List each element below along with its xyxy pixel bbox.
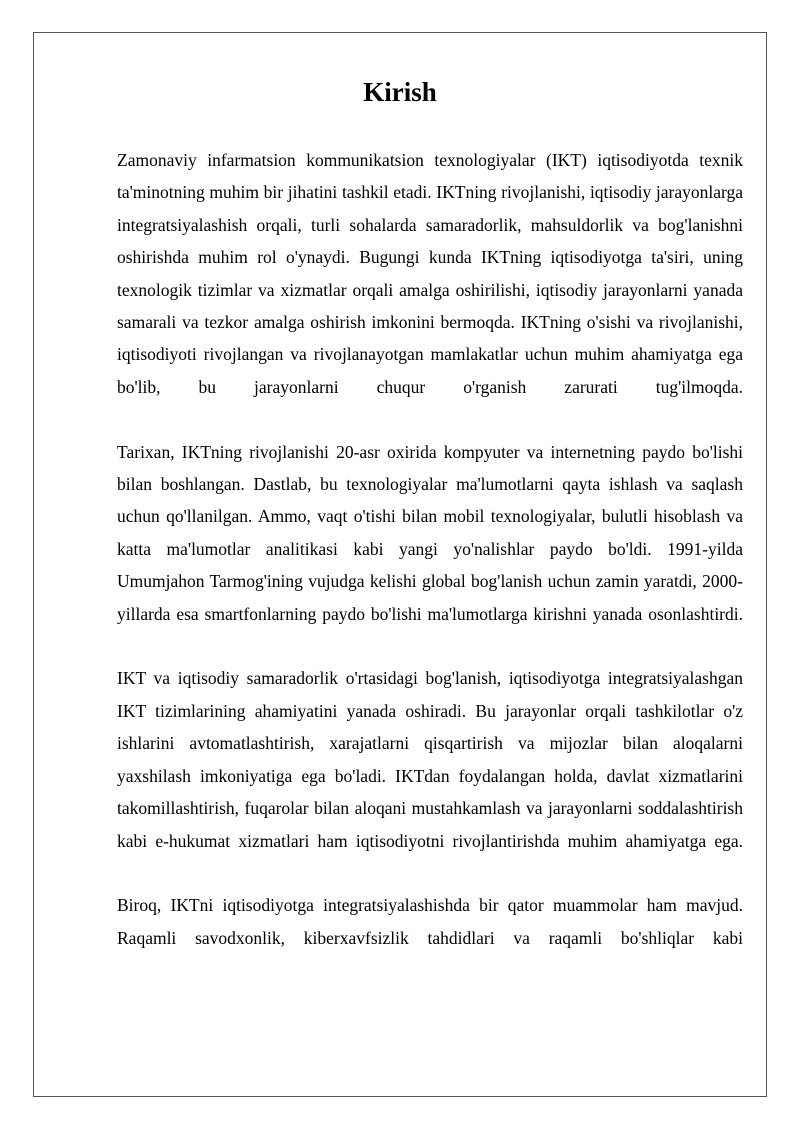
document-body — [117, 144, 743, 954]
paragraph-efficiency: IKT va iqtisodiy samaradorlik o'rtasidagi bog'lanish, iqtisodiyotga integratsiyalashgan IKT tizimlarining ahamiyatini yanada oshiradi. Bu jarayonlar orqali tashkilotlar o'z ishlarini avtomatlashtirish, xarajatlarni qisqartirish va mijozlar bilan aloqalarni yaxshilash imkoniyatiga ega bo'ladi. IKTdan foydalangan holda, davlat xizmatlarini takomillashtirish, fuqarolar bilan aloqani mustahkamlash va jarayonlarni soddalashtirish kabi e-hukumat xizmatlari ham iqtisodiyotni rivojlantirishda muhim ahamiyatga ega. — [117, 668, 743, 851]
page-title: Kirish — [363, 77, 437, 107]
paragraph-introduction: Zamonaviy infarmatsion kommunikatsion texnologiyalar (IKT) iqtisodiyotda texnik ta'minotning muhim bir jihatini tashkil etadi. IKTning rivojlanishi, iqtisodiy jarayonlarga integratsiyalashish orqali, turli sohalarda samaradorlik, mahsuldorlik va bog'lanishni oshirishda muhim rol o'ynaydi. Bugungi kunda IKTning iqtisodiyotga ta'siri, uning texnologik tizimlar va xizmatlar orqali amalga oshirilishi, iqtisodiy jarayonlarni yanada samarali va tezkor amalga oshirish imkonini bermoqda. IKTning o'sishi va rivojlanishi, iqtisodiyoti rivojlangan va rivojlanayotgan mamlakatlar uchun muhim ahamiyatga ega bo'lib, bu jarayonlarni chuqur o'rganish zarurati tug'ilmoqda. — [117, 150, 743, 397]
paragraph-challenges: Biroq, IKTni iqtisodiyotga integratsiyalashishda bir qator muammolar ham mavjud. Raqamli savodxonlik, kiberxavfsizlik tahdidlari va raqamli bo'shliqlar kabi — [117, 895, 743, 948]
paragraph-history: Tarixan, IKTning rivojlanishi 20-asr oxirida kompyuter va internetning paydo bo'lishi bilan boshlangan. Dastlab, bu texnologiyalar ma'lumotlarni qayta ishlash va saqlash uchun qo'llanilgan. Ammo, vaqt o'tishi bilan mobil texnologiyalar, bulutli hisoblash va katta ma'lumotlar analitikasi kabi yangi yo'nalishlar paydo bo'ldi. 1991-yilda Umumjahon Tarmog'ining vujudga kelishi global bog'lanish uchun zamin yaratdi, 2000-yillarda esa smartfonlarning paydo bo'lishi ma'lumotlarga kirishni yanada osonlashtirdi. — [117, 441, 743, 624]
